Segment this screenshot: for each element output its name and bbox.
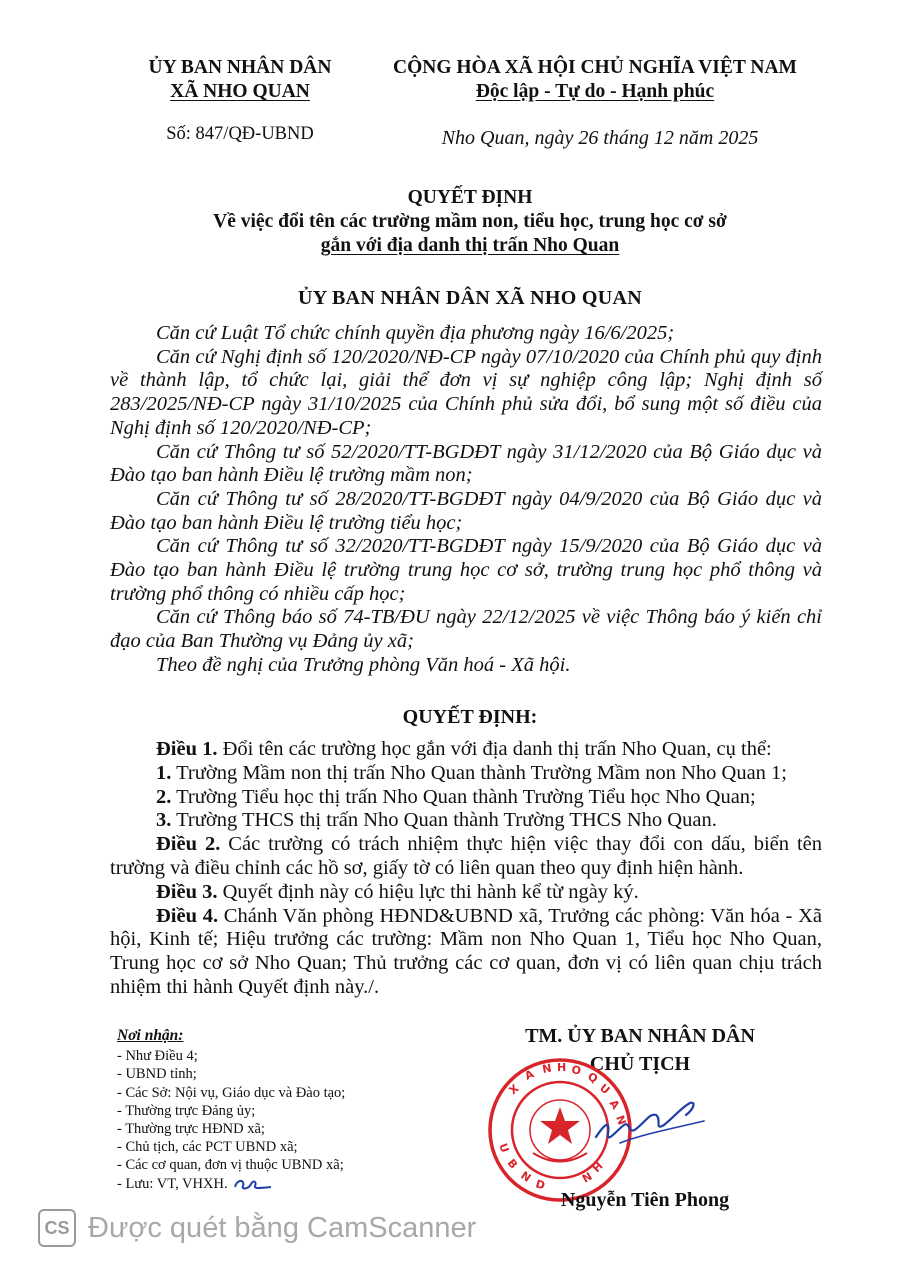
camscanner-watermark	[38, 1206, 538, 1250]
svg-text:O: O	[570, 1063, 582, 1078]
camscanner-label: Được quét bằng CamScanner	[88, 1211, 477, 1244]
subject-line-2: gắn với địa danh thị trấn Nho Quan	[320, 235, 620, 256]
article-3: Điều 3. Quyết định này có hiệu lực thi hành kể từ ngày ký.	[156, 880, 639, 903]
articles	[110, 738, 822, 1000]
signer-position: CHỦ TỊCH	[589, 1053, 691, 1075]
on-behalf-of: TM. ỦY BAN NHÂN DÂN	[525, 1025, 755, 1047]
recipients-title: Nơi nhận:	[117, 1027, 184, 1044]
nation-line-1: CỘNG HÒA XÃ HỘI CHỦ NGHĨA VIỆT NAM	[393, 57, 797, 78]
ground-item: Căn cứ Thông tư số 32/2020/TT-BGDĐT ngày 15/9/2020 của Bộ Giáo dục và Đào tạo ban hành Điều lệ trường trung học cơ sở, trường trung học phổ thông và trường phổ thông có nhiều cấp học;	[110, 535, 822, 605]
subject-line-1: Về việc đổi tên các trường mầm non, tiểu học, trung học cơ sở	[213, 211, 727, 232]
svg-text:D: D	[534, 1177, 547, 1193]
ground-item: Căn cứ Thông tư số 52/2020/TT-BGDĐT ngày 31/12/2020 của Bộ Giáo dục và Đào tạo ban hành Điều lệ trường mầm non;	[110, 440, 822, 487]
article-1: Điều 1. Đổi tên các trường học gắn với địa danh thị trấn Nho Quan, cụ thể:	[156, 738, 772, 760]
national-motto	[365, 56, 825, 104]
svg-text:N: N	[580, 1169, 595, 1186]
recipient-item: - Như Điều 4;	[117, 1048, 198, 1065]
handwritten-signature-icon	[590, 1085, 710, 1155]
svg-text:U: U	[597, 1081, 613, 1098]
recipient-item: - Các Sở: Nội vụ, Giáo dục và Đào tạo;	[117, 1084, 346, 1101]
recipient-item: - Chủ tịch, các PCT UBND xã;	[117, 1139, 298, 1156]
place-date: Nho Quan, ngày 26 tháng 12 năm 2025	[441, 127, 759, 149]
initials-scribble-icon	[231, 1175, 275, 1193]
svg-text:N: N	[613, 1113, 629, 1127]
ground-item: Căn cứ Nghị định số 120/2020/NĐ-CP ngày 07/10/2020 của Chính phủ quy định về thành lập, tổ chức lại, giải thể đơn vị sự nghiệp công lập; Nghị định số 283/2025/NĐ-CP ngày 31/10/2025 của Chính phủ sửa đổi, bổ sung một số điều của Nghị định số 120/2020/NĐ-CP;	[110, 345, 822, 439]
svg-text:U: U	[496, 1141, 512, 1155]
recipient-item: - Các cơ quan, đơn vị thuộc UBND xã;	[117, 1157, 344, 1174]
svg-text:A: A	[606, 1097, 623, 1112]
decision-title: QUYẾT ĐỊNH	[407, 187, 533, 208]
recipient-item: - Lưu: VT, VHXH.	[117, 1175, 447, 1194]
nation-line-2: Độc lập - Tự do - Hạnh phúc	[475, 81, 715, 102]
article-4: Điều 4. Chánh Văn phòng HĐND&UBND xã, Trưởng các phòng: Văn hóa - Xã hội, Kinh tế; Hiệu trưởng các trường: Mầm non Nho Quan 1, Tiểu học Nho Quan, Trung học cơ sở Nho Quan; Thủ trưởng các cơ quan, đơn vị có liên quan chịu trách nhiệm thi hành Quyết định này./.	[110, 904, 823, 998]
recipient-item: - Thường trực Đảng ủy;	[117, 1102, 256, 1119]
svg-text:H: H	[589, 1159, 606, 1176]
legal-grounds	[110, 322, 822, 678]
svg-text:Ã: Ã	[522, 1067, 536, 1083]
signer-name: Nguyễn Tiên Phong	[560, 1189, 730, 1211]
svg-text:N: N	[541, 1061, 553, 1076]
ground-item: Căn cứ Luật Tổ chức chính quyền địa phương ngày 16/6/2025;	[156, 322, 675, 344]
org-line-2: XÃ NHO QUAN	[170, 81, 310, 102]
decision-heading	[120, 186, 820, 258]
recipient-item: - UBND tỉnh;	[117, 1066, 197, 1083]
article-2: Điều 2. Các trường có trách nhiệm thực hiện việc thay đổi con dấu, biển tên trường và điều chỉnh các hồ sơ, giấy tờ có liên quan theo quy định hiện hành.	[110, 833, 822, 879]
svg-text:H: H	[557, 1061, 567, 1074]
svg-text:X: X	[506, 1081, 522, 1098]
svg-text:Q: Q	[585, 1069, 600, 1086]
svg-text:N: N	[518, 1168, 534, 1185]
article-1-item: 2. Trường Tiểu học thị trấn Nho Quan thành Trường Tiểu học Nho Quan;	[156, 785, 756, 808]
article-1-item: 3. Trường THCS thị trấn Nho Quan thành Trường THCS Nho Quan.	[156, 809, 717, 832]
ground-item: Căn cứ Thông tư số 28/2020/TT-BGDĐT ngày 04/9/2020 của Bộ Giáo dục và Đào tạo ban hành Điều lệ trường tiểu học;	[110, 487, 822, 534]
document-number: Số: 847/QĐ-UBND	[166, 124, 314, 144]
ground-item: Căn cứ Thông báo số 74-TB/ĐU ngày 22/12/2025 về việc Thông báo ý kiến chỉ đạo của Ban Thường vụ Đảng ủy xã;	[110, 606, 822, 653]
svg-text:B: B	[504, 1156, 521, 1172]
decision-subheading: QUYẾT ĐỊNH:	[402, 706, 538, 728]
org-line-1: ỦY BAN NHÂN DÂN	[148, 57, 332, 78]
article-1-item: 1. Trường Mầm non thị trấn Nho Quan thành Trường Mầm non Nho Quan 1;	[156, 761, 788, 784]
authority-heading: ỦY BAN NHÂN DÂN XÃ NHO QUAN	[297, 287, 643, 309]
ground-item: Theo đề nghị của Trưởng phòng Văn hoá - Xã hội.	[156, 653, 571, 676]
recipient-item: - Thường trực HĐND xã;	[117, 1121, 265, 1138]
recipients-list	[117, 1027, 447, 1193]
issuing-authority	[120, 56, 360, 104]
camscanner-logo-icon: CS	[38, 1209, 76, 1247]
